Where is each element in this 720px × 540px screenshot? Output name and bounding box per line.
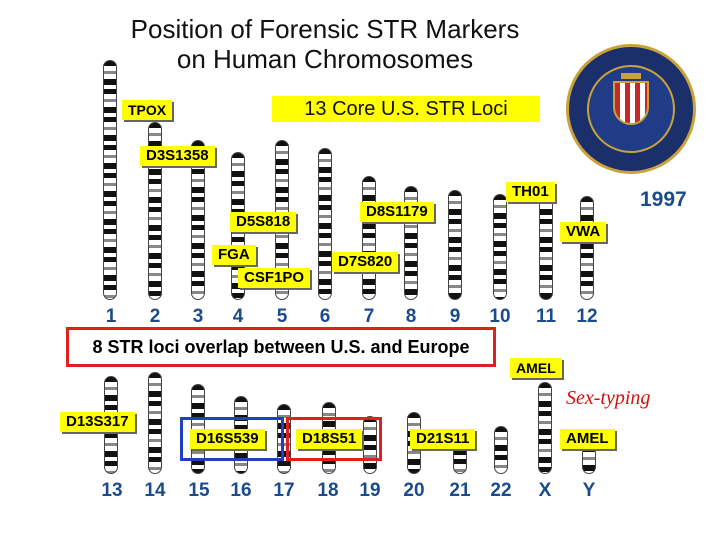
- slide-title: [0, 14, 650, 74]
- chromosome-7: [362, 176, 376, 300]
- chromosome-number: 4: [232, 306, 244, 327]
- chromosome-1: [103, 60, 117, 300]
- sex-typing-label: Sex-typing: [566, 387, 651, 409]
- shield-icon: [613, 81, 649, 125]
- locus-label-vwa: VWA: [560, 222, 606, 242]
- chromosome-number: 6: [319, 306, 331, 327]
- chromosome-22: [494, 426, 508, 474]
- chromosome-number: 14: [144, 480, 166, 501]
- chromosome-number: 7: [363, 306, 375, 327]
- locus-label-tpox: TPOX: [122, 100, 172, 120]
- chromosome-y: [582, 446, 596, 474]
- locus-label-th01: TH01: [506, 182, 555, 202]
- chromosome-number: 11: [535, 306, 557, 327]
- locus-label-d5s818: D5S818: [230, 212, 296, 232]
- locus-label-csf1po: CSF1PO: [238, 268, 310, 288]
- chromosome-number: 9: [449, 306, 461, 327]
- title-line-2: on Human Chromosomes: [176, 44, 474, 74]
- chromosome-number: 12: [576, 306, 598, 327]
- chromosome-number: 2: [149, 306, 161, 327]
- locus-label-d3s1358: D3S1358: [140, 146, 215, 166]
- chromosome-number: 3: [192, 306, 204, 327]
- chromosome-x: [538, 382, 552, 474]
- chromosome-number: 8: [405, 306, 417, 327]
- locus-label-d7s820: D7S820: [332, 252, 398, 272]
- chromosome-number: 16: [230, 480, 252, 501]
- chromosome-number: 5: [276, 306, 288, 327]
- locus-label-fga: FGA: [212, 245, 256, 265]
- locus-label-d8s1179: D8S1179: [360, 202, 434, 222]
- locus-label-d13s317: D13S317: [60, 412, 135, 432]
- title-line-1: Position of Forensic STR Markers: [130, 14, 520, 44]
- chromosome-number: Y: [582, 480, 596, 501]
- chromosome-12: [580, 196, 594, 300]
- chromosome-number: 21: [449, 480, 471, 501]
- chromosome-number: 10: [489, 306, 511, 327]
- chromosome-number: X: [538, 480, 552, 501]
- chromosome-14: [148, 372, 162, 474]
- locus-label-d18s51: D18S51: [296, 429, 362, 449]
- chromosome-11: [539, 190, 553, 300]
- chromosome-number: 22: [490, 480, 512, 501]
- locus-label-amel-y: AMEL: [560, 429, 615, 449]
- locus-label-d16s539: D16S539: [190, 429, 265, 449]
- chromosome-number: 19: [359, 480, 381, 501]
- locus-label-amel-x: AMEL: [510, 358, 562, 378]
- year-label: 1997: [640, 188, 687, 211]
- locus-label-d21s11: D21S11: [410, 429, 475, 449]
- fbi-seal-logo: [566, 44, 696, 174]
- chromosome-number: 17: [273, 480, 295, 501]
- chromosome-9: [448, 190, 462, 300]
- chromosome-number: 20: [403, 480, 425, 501]
- chromosome-number: 18: [317, 480, 339, 501]
- chromosome-number: 13: [101, 480, 123, 501]
- chromosome-6: [318, 148, 332, 300]
- scales-icon: [621, 73, 641, 79]
- chromosome-10: [493, 194, 507, 300]
- overlap-callout: 8 STR loci overlap between U.S. and Europe: [66, 327, 496, 367]
- core-loci-banner: 13 Core U.S. STR Loci: [272, 96, 540, 122]
- chromosome-number: 1: [105, 306, 117, 327]
- chromosome-number: 15: [188, 480, 210, 501]
